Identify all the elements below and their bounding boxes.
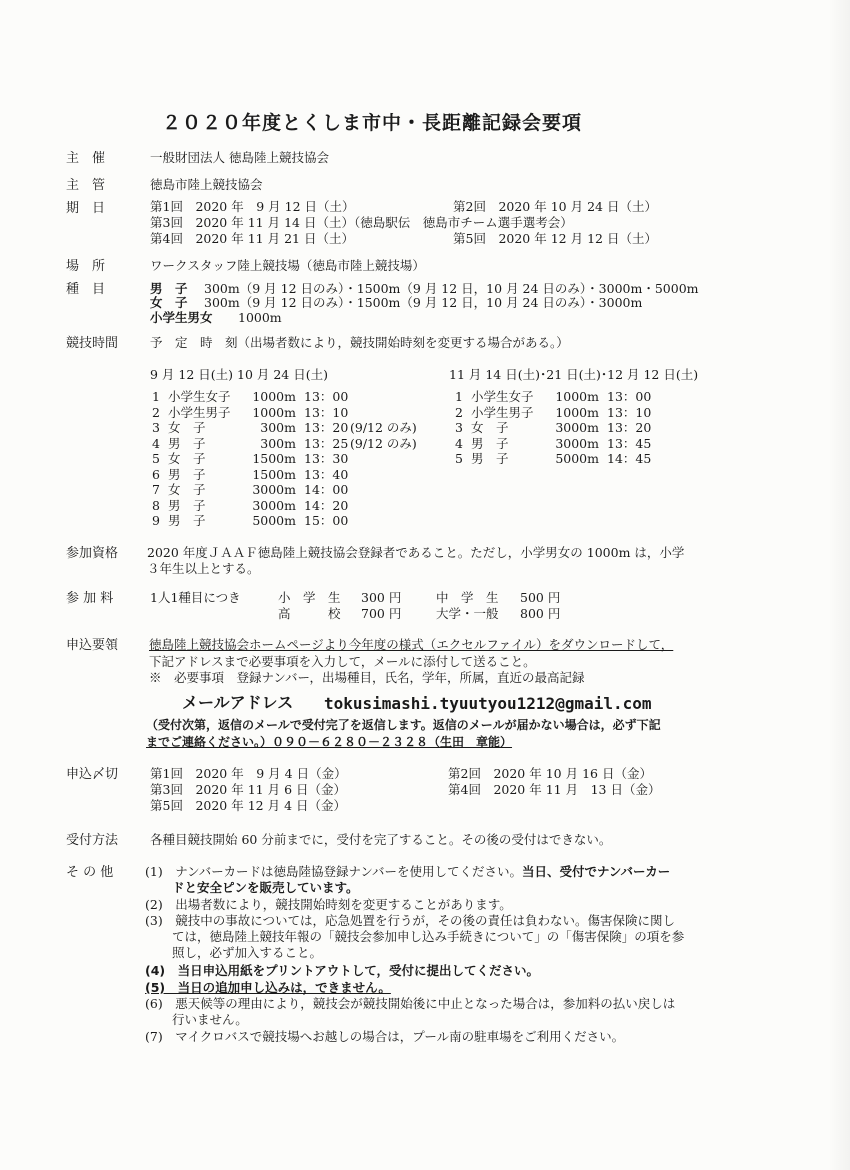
fee-elementary-value: 300 円	[361, 590, 402, 605]
dates-row-3-right: 第5回 2020 年 12 月 12 日（土）	[453, 231, 657, 246]
schedule-number: 8	[152, 497, 160, 513]
manager-label: 主 管	[66, 178, 106, 193]
schedule-time: 13：10	[304, 404, 349, 420]
dates-row-1-left: 第1回 2020 年 9 月 12 日（土）	[150, 199, 355, 214]
eligibility-line-2: ３年生以上とする。	[147, 561, 260, 576]
reception-label: 受付方法	[66, 833, 119, 848]
schedule-number: 6	[152, 466, 160, 482]
eligibility-line-1: 2020 年度ＪＡＡＦ徳島陸上競技協会登録者であること。ただし，小学男女の 1000m は，小学	[147, 545, 685, 560]
schedule-left-header: 9 月 12 日(土) 10 月 24 日(土)	[150, 367, 328, 382]
schedule-right-header: 11 月 14 日(土)･21 日(土)･12 月 12 日(土)	[449, 367, 699, 382]
other-item-6a: (6) 悪天候等の理由により，競技会が競技開始後に中止となった場合は，参加料の払い戻しは	[145, 996, 676, 1011]
schedule-distance: 1000m	[252, 389, 296, 404]
other-item-1b-text: 当日、受付でナンバーカー	[521, 864, 671, 879]
other-item-5: (5) 当日の追加申し込みは，できません。	[145, 980, 391, 995]
document-title: ２０２０年度とくしま市中・長距離記録会要項	[162, 112, 583, 134]
schedule-label: 競技時間	[66, 336, 119, 351]
schedule-note-cell: (9/12 のみ)	[350, 420, 417, 435]
deadline-row-2-right: 第4回 2020 年 11 月 13 日（金）	[448, 782, 661, 797]
schedule-event: 女 子	[168, 451, 206, 466]
schedule-distance: 3000m	[252, 497, 296, 513]
events-kids-label: 小学生男女	[150, 310, 213, 325]
eligibility-label: 参加資格	[66, 546, 119, 561]
schedule-number: 2	[455, 404, 463, 420]
schedule-time: 13：30	[304, 451, 349, 466]
schedule-distance: 3000m	[252, 482, 296, 497]
schedule-event: 女 子	[168, 482, 206, 497]
schedule-event: 男 子	[168, 497, 206, 513]
schedule-event: 男 子	[168, 466, 206, 482]
schedule-number: 1	[152, 389, 160, 404]
fee-junior-high-label: 中 学 生	[436, 590, 499, 605]
schedule-distance: 3000m	[555, 435, 599, 451]
schedule-time: 14：00	[304, 482, 349, 497]
scan-edge	[828, 0, 850, 1170]
venue-label: 場 所	[66, 259, 106, 274]
deadline-label: 申込〆切	[66, 767, 119, 782]
organizer-label: 主 催	[66, 151, 106, 166]
schedule-number: 9	[152, 513, 160, 528]
venue-value: ワークスタッフ陸上競技場（徳島市陸上競技場）	[150, 258, 425, 273]
schedule-number: 1	[455, 389, 463, 404]
application-note-1: （受付次第，返信のメールで受付完了を返信します。返信のメールが届かない場合は，必ず下記	[146, 718, 661, 732]
events-kids: 1000m	[238, 310, 282, 325]
application-line-3: ※ 必要事項 登録ナンバー，出場種目，氏名，学年，所属，直近の最高記録	[149, 670, 585, 685]
schedule-number: 4	[152, 435, 160, 451]
fee-high-value: 700 円	[361, 606, 402, 621]
schedule-event: 小学生男子	[471, 404, 534, 420]
other-item-2: (2) 出場者数により，競技開始時刻を変更することがあります。	[145, 897, 512, 912]
events-women-label: 女 子	[150, 295, 188, 310]
schedule-event: 男 子	[471, 451, 509, 466]
application-line-2: 下記アドレスまで必要事項を入力して，メールに添付して送ること。	[149, 654, 536, 669]
schedule-event: 女 子	[168, 420, 206, 435]
events-label: 種 目	[66, 282, 106, 297]
other-item-6b: 行いません。	[172, 1012, 248, 1027]
fee-general-label: 大学・一般	[436, 606, 499, 621]
deadline-row-3-left: 第5回 2020 年 12 月 4 日（金）	[150, 798, 346, 813]
other-item-1c: ドと安全ピンを販売しています。	[172, 880, 359, 895]
schedule-time: 13：45	[607, 435, 652, 451]
schedule-time: 14：45	[607, 451, 652, 466]
schedule-number: 7	[152, 482, 160, 497]
mail-label: メールアドレス	[182, 693, 294, 712]
schedule-number: 5	[455, 451, 463, 466]
schedule-distance: 1500m	[252, 466, 296, 482]
schedule-time: 13：10	[607, 404, 652, 420]
schedule-time: 13：00	[304, 389, 349, 404]
schedule-distance: 300m	[260, 435, 296, 451]
fee-elementary-label: 小 学 生	[278, 590, 341, 605]
schedule-time: 13：40	[304, 466, 349, 482]
dates-row-1-right: 第2回 2020 年 10 月 24 日（土）	[453, 199, 657, 214]
schedule-distance: 300m	[260, 420, 296, 435]
other-label: そ の 他	[66, 865, 114, 880]
other-item-1a-text: (1) ナンバーカードは徳島陸協登録ナンバーを使用してください。	[145, 864, 522, 879]
schedule-distance: 1000m	[555, 389, 599, 404]
deadline-row-1-right: 第2回 2020 年 10 月 16 日（金）	[448, 766, 652, 781]
schedule-time: 13：00	[607, 389, 652, 404]
schedule-time: 15：00	[304, 513, 349, 528]
schedule-event: 女 子	[471, 420, 509, 435]
schedule-number: 3	[455, 420, 463, 435]
schedule-time: 13：25	[304, 435, 349, 451]
schedule-number: 4	[455, 435, 463, 451]
schedule-distance: 3000m	[555, 420, 599, 435]
events-women: 300m（9 月 12 日のみ）・1500m（9 月 12 日，10 月 24 日のみ）・3000m	[204, 295, 643, 310]
dates-row-3-left: 第4回 2020 年 11 月 21 日（土）	[150, 231, 354, 246]
schedule-event: 男 子	[471, 435, 509, 451]
schedule-number: 2	[152, 404, 160, 420]
schedule-time: 14：20	[304, 497, 349, 513]
application-note-2: までご連絡ください。）０９０－６２８０－２３２８（生田 章能）	[146, 735, 513, 749]
events-men-label: 男 子	[150, 281, 188, 296]
other-item-4: (4) 当日申込用紙をプリントアウトして，受付に提出してください。	[145, 963, 539, 978]
fee-high-label: 高 校	[278, 606, 341, 621]
schedule-distance: 1500m	[252, 451, 296, 466]
schedule-event: 男 子	[168, 435, 206, 451]
schedule-distance: 5000m	[555, 451, 599, 466]
reception-value: 各種目競技開始 60 分前までに，受付を完了すること。その後の受付はできない。	[150, 832, 612, 847]
schedule-event: 小学生女子	[471, 389, 534, 404]
fee-junior-high-value: 500 円	[520, 590, 561, 605]
deadline-row-2-left: 第3回 2020 年 11 月 6 日（金）	[150, 782, 346, 797]
schedule-note: 予 定 時 刻（出場者数により，競技開始時刻を変更する場合がある。）	[150, 335, 569, 350]
schedule-distance: 1000m	[252, 404, 296, 420]
other-item-7: (7) マイクロバスで競技場へお越しの場合は，プール南の駐車場をご利用ください。	[145, 1029, 625, 1044]
dates-label: 期 日	[66, 201, 106, 216]
schedule-number: 5	[152, 451, 160, 466]
dates-row-2-left: 第3回 2020 年 11 月 14 日（土）（徳島駅伝 徳島市チーム選手選考会）	[150, 215, 573, 230]
schedule-distance: 5000m	[252, 513, 296, 528]
schedule-number: 3	[152, 420, 160, 435]
other-item-3a: (3) 競技中の事故については，応急処置を行うが，その後の責任は負わない。傷害保険に関し	[145, 913, 675, 928]
schedule-event: 男 子	[168, 513, 206, 528]
application-line-1: 徳島陸上競技協会ホームページより今年度の様式（エクセルファイル）をダウンロードして，	[149, 637, 674, 652]
organizer-value: 一般財団法人 徳島陸上競技協会	[150, 150, 329, 165]
schedule-note-cell: (9/12 のみ)	[350, 435, 417, 451]
fees-label: 参 加 料	[66, 591, 114, 606]
schedule-event: 小学生男子	[168, 404, 231, 420]
other-item-1a	[145, 864, 670, 881]
application-label: 申込要領	[66, 638, 119, 653]
events-men: 300m（9 月 12 日のみ）・1500m（9 月 12 日，10 月 24 日のみ）・3000m・5000m	[204, 281, 699, 296]
manager-value: 徳島市陸上競技協会	[150, 177, 263, 192]
schedule-event: 小学生女子	[168, 389, 231, 404]
schedule-time: 13：20	[607, 420, 652, 435]
other-item-3c: 照し，必ず加入すること。	[172, 945, 323, 960]
deadline-row-1-left: 第1回 2020 年 9 月 4 日（金）	[150, 766, 347, 781]
mail-address[interactable]: tokusimashi.tyuutyou1212@gmail.com	[324, 694, 652, 713]
schedule-time: 13：20	[304, 420, 349, 435]
fee-general-value: 800 円	[520, 606, 561, 621]
other-item-3b: ては，徳島陸上競技年報の「競技会参加申し込み手続きについて」の「傷害保険」の項を参	[172, 929, 685, 944]
schedule-distance: 1000m	[555, 404, 599, 420]
fees-prefix: 1人1種目につき	[150, 590, 241, 605]
